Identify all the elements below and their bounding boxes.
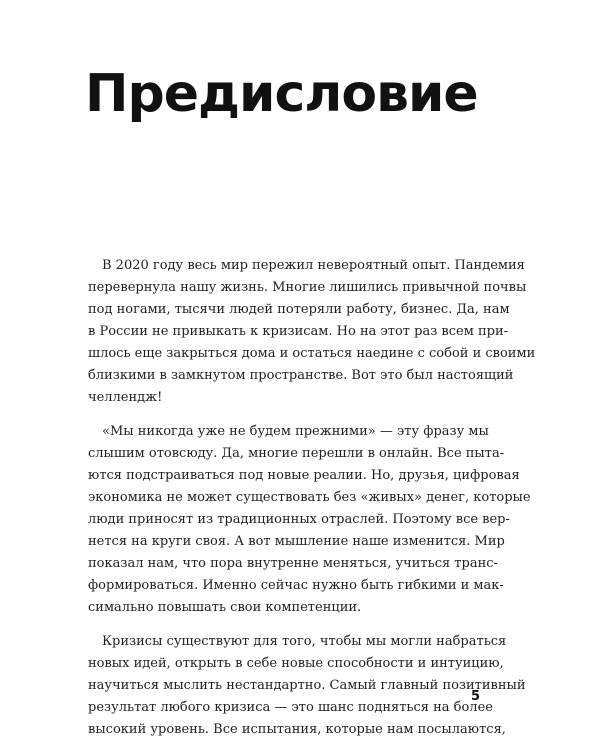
text-line: в России не привыкать к кризисам. Но на этот раз всем при- — [88, 324, 509, 339]
text-line: под ногами, тысячи людей потеряли работу, бизнес. Да, нам — [88, 302, 510, 317]
text-line: близкими в замкнутом пространстве. Вот это был настоящий — [88, 368, 514, 383]
text-line: люди приносят из традиционных отраслей. Поэтому все вер- — [88, 512, 510, 527]
text-line: новых идей, открыть в себе новые способности и интуицию, — [88, 656, 504, 671]
text-line: Кризисы существуют для того, чтобы мы могли набраться — [102, 634, 507, 649]
paragraph — [88, 421, 531, 619]
paragraph — [88, 631, 526, 741]
paragraph-gap — [88, 409, 488, 421]
text-line: показал нам, что пора внутренне меняться, учиться транс- — [88, 556, 498, 571]
text-line: нется на круги своя. А вот мышление наше изменится. Мир — [88, 534, 505, 549]
text-line: симально повышать свои компетенции. — [88, 600, 362, 615]
body-text — [88, 255, 536, 741]
text-line: научиться мыслить нестандартно. Самый главный позитивный — [88, 678, 526, 693]
text-line: слышим отовсюду. Да, многие перешли в онлайн. Все пыта- — [88, 446, 505, 461]
chapter-heading: Предисловие — [85, 64, 478, 124]
text-line: ются подстраиваться под новые реалии. Но, друзья, цифровая — [88, 468, 520, 483]
page-number: 5 — [471, 689, 481, 704]
text-line: шлось еще закрыться дома и остаться наедине с собой и своими — [88, 346, 536, 361]
text-line: челлендж! — [88, 390, 163, 405]
paragraph — [88, 255, 536, 409]
text-line: результат любого кризиса — это шанс подняться на более — [88, 700, 493, 715]
text-line: «Мы никогда уже не будем прежними» — эту фразу мы — [102, 424, 489, 439]
text-line: экономика не может существовать без «живых» денег, которые — [88, 490, 531, 505]
paragraph-gap — [88, 619, 488, 631]
text-line: высокий уровень. Все испытания, которые нам посылаются, — [88, 722, 506, 737]
text-line: перевернула нашу жизнь. Многие лишились привычной почвы — [88, 280, 527, 295]
text-line: формироваться. Именно сейчас нужно быть гибкими и мак- — [88, 578, 504, 593]
text-line: В 2020 году весь мир пережил невероятный опыт. Пандемия — [102, 258, 525, 273]
